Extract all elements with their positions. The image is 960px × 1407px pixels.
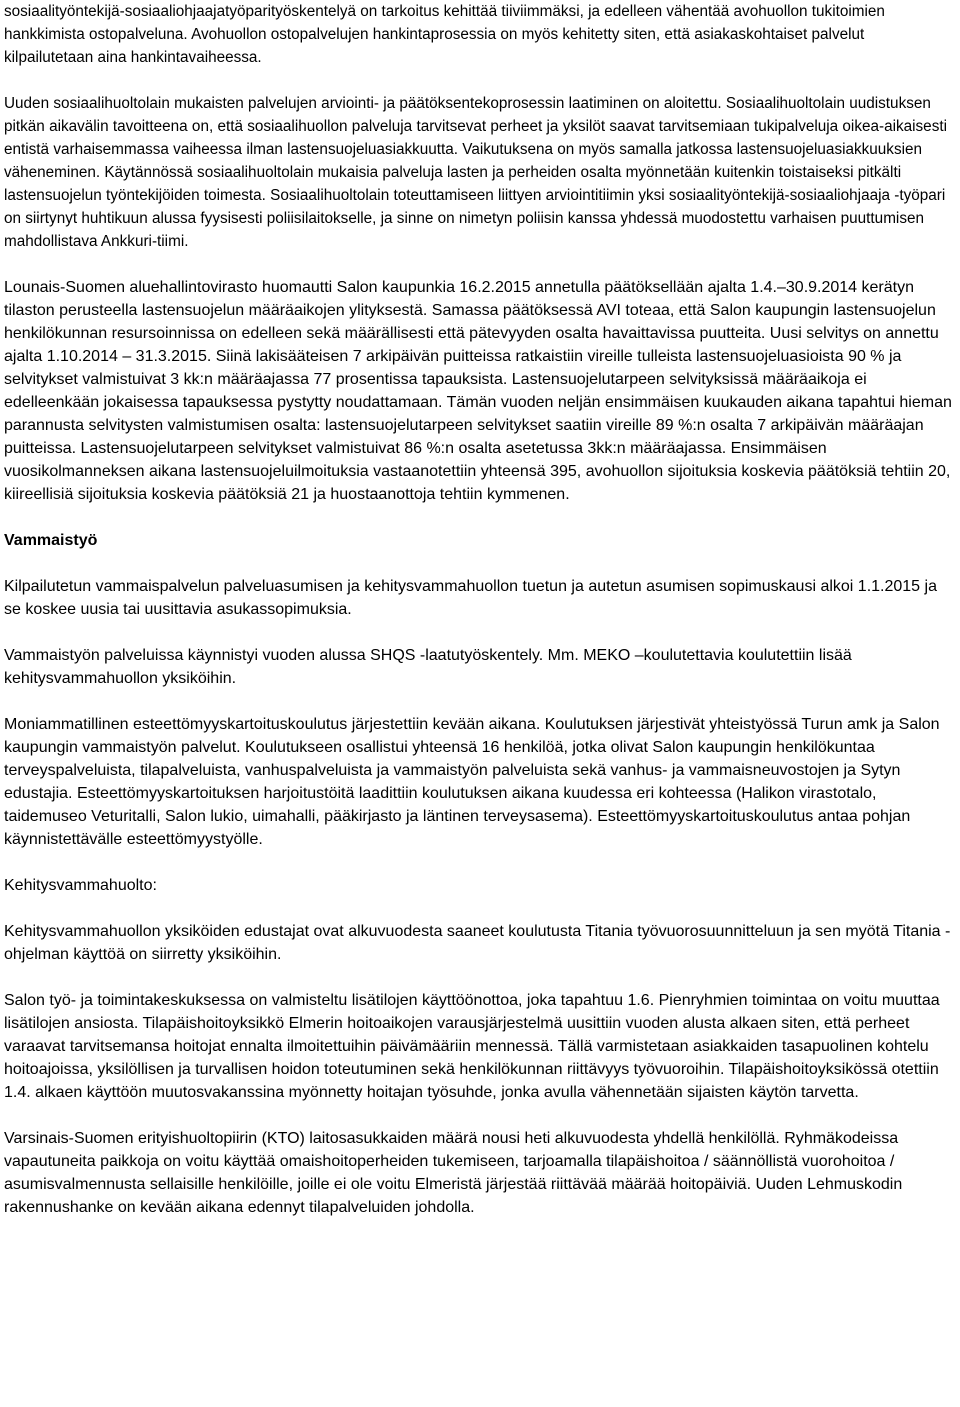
paragraph-kto-residents: Varsinais-Suomen erityishuoltopiirin (KTO) laitosasukkaiden määrä nousi heti alkuvuodesta yhdellä henkilöllä. Ryhmäkodeissa vapautuneita paikkoja on voitu käyttää omaishoitoperheiden tukemiseen, tarjoamalla tilapäishoitoa / säännöllistä vuorohoitoa / asumisvalmennusta sellaisille henkilöille, joille ei ole voitu Elmeristä järjestää riittävää määrää hoitopäiviä. Uuden Lehmuskodin rakennushanke on kevään aikana edennyt tilapalveluiden johdolla. — [4, 1130, 903, 1216]
paragraph-intro: sosiaalityöntekijä-sosiaaliohjaajatyöparityöskentelyä on tarkoitus kehittää tiiviimmäksi, ja edelleen vähentää avohuollon tukitoimien hankkimista ostopalveluna. Avohuollon ostopalvelujen hankintaprosessia on myös kehitetty siten, että asiakaskohtaiset palvelut kilpailutetaan aina hankintavaiheessa. — [4, 3, 885, 66]
paragraph-social-welfare-law: Uuden sosiaalihuoltolain mukaisten palvelujen arviointi- ja päätöksentekoprosessin laatiminen on aloitettu. Sosiaalihuoltolain uudistuksen pitkän aikavälin tavoitteena on, että sosiaalihuollon palveluja tarvitsevat perheet ja yksilöt saavat tarvitsemiaan tukipalveluja oikea-aikaisesti entistä varhaisemmassa vaiheessa ilman lastensuojeluasiakkuutta. Vaikutuksena on myös samalla jatkossa lastensuojeluasiakkuuksien väheneminen. Käytännössä sosiaalihuoltolain mukaisia palveluja lasten ja perheiden osalta myönnetään kuitenkin toistaiseksi pitkälti lastensuojelun työntekijöiden toimesta. Sosiaalihuoltolain toteuttamiseen liittyen arviointitiimin yksi sosiaalityöntekijä-sosiaaliohjaaja -työpari on siirtynyt huhtikuun alussa fyysisesti poliisilaitokselle, ja sinne on nimetyn poliisin kanssa yhdessä muodostettu varhaisen puuttumisen mahdollistava Ankkuri-tiimi. — [4, 95, 947, 250]
paragraph-shqs-quality: Vammaistyön palveluissa käynnistyi vuoden alussa SHQS -laatutyöskentely. Mm. MEKO –koulutettavia koulutettiin lisää kehitysvammahuollon yksiköihin. — [4, 647, 852, 687]
section-heading-vammaistyo: Vammaistyö — [4, 532, 98, 549]
paragraph-avi-notice: Lounais-Suomen aluehallintovirasto huomautti Salon kaupunkia 16.2.2015 annetulla päätöksellään ajalta 1.4.–30.9.2014 kerätyn tilaston perusteella lastensuojelun määräaikojen ylityksestä. Samassa päätöksessä AVI toteaa, että Salon kaupungin lastensuojelun henkilökunnan resursoinnissa on edelleen sekä määrällisesti että pätevyyden osalta havaittavissa puutteita. Uusi selvitys on annettu ajalta 1.10.2014 – 31.3.2015. Siinä lakisääteisen 7 arkipäivän puitteissa ratkaistiin vireille tulleista lastensuojeluasioista 90 % ja selvitykset valmistuivat 3 kk:n määräajassa 77 prosentissa tapauksista. Lastensuojelutarpeen selvityksissä määräaikoja ei edelleenkään jokaisessa tapauksessa pystytty noudattamaan. Tämän vuoden neljän ensimmäisen kuukauden aikana tapahtui hieman parannusta selvitysten valmistumisen osalta: lastensuojelutarpeen selvitykset saatiin vireille 89 %:n osalta 7 arkipäivän määräajan puitteissa. Lastensuojelutarpeen selvitykset valmistuivat 86 %:n osalta asetetussa 3kk:n määräajassa. Ensimmäisen vuosikolmanneksen aikana lastensuojeluilmoituksia vastaanotettiin yhteensä 395, avohuollon sijoituksia koskevia päätöksiä tehtiin 20, kiireellisiä sijoituksia koskevia päätöksiä 21 ja huostaanottoja tehtiin kymmenen. — [4, 279, 952, 503]
paragraph-competitive-tendering: Kilpailutetun vammaispalvelun palveluasumisen ja kehitysvammahuollon tuetun ja autetun asumisen sopimuskausi alkoi 1.1.2015 ja se koskee uusia tai uusittavia asukassopimuksia. — [4, 578, 937, 618]
paragraph-accessibility-training: Moniammatillinen esteettömyyskartoituskoulutus järjestettiin kevään aikana. Koulutuksen järjestivät yhteistyössä Turun amk ja Salon kaupungin vammaistyön palvelut. Koulutukseen osallistui yhteensä 16 henkilöä, jotka olivat Salon kaupungin henkilökuntaa terveyspalveluista, tilapalveluista, vanhuspalveluista ja vammaistyön palveluista sekä vanhus- ja vammaisneuvostojen ja Sytyn edustajia. Esteettömyyskartoituksen harjoitustöitä laadittiin koulutuksen aikana kuudessa eri kohteessa (Halikon virastotalo, taidemuseo Veturitalli, Salon lukio, uimahalli, pääkirjasto ja läntinen terveysasema). Esteettömyyskartoituskoulutus antaa pohjan käynnistettävälle esteettömyystyölle. — [4, 716, 940, 848]
subheading-kehitysvammahuolto: Kehitysvammahuolto: — [4, 877, 157, 894]
paragraph-work-center: Salon työ- ja toimintakeskuksessa on valmisteltu lisätilojen käyttöönottoa, joka tapahtuu 1.6. Pienryhmien toimintaa on voitu muuttaa lisätilojen ansiosta. Tilapäishoitoyksikkö Elmerin hoitoaikojen varausjärjestelmä uusittiin vuoden alusta alkaen siten, että perheet varaavat tarvitsemansa hoitojat ennalta ilmoitettuihin päivämääriin mennessä. Tällä varmistetaan asiakkaiden tasapuolinen kohtelu hoitoajoissa, yksilöllisen ja turvallisen hoidon toteutuminen sekä henkilökunnan riittävyys työvuoroihin. Tilapäishoitoyksikössä otettiin 1.4. alkaen käyttöön muutosvakanssina myönnetty hoitajan työsuhde, jonka avulla vähennetään sijaisten käytön tarvetta. — [4, 992, 940, 1101]
paragraph-titania-training: Kehitysvammahuollon yksiköiden edustajat ovat alkuvuodesta saaneet koulutusta Titania työvuorosuunnitteluun ja sen myötä Titania -ohjelman käyttöä on siirretty yksiköihin. — [4, 923, 951, 963]
